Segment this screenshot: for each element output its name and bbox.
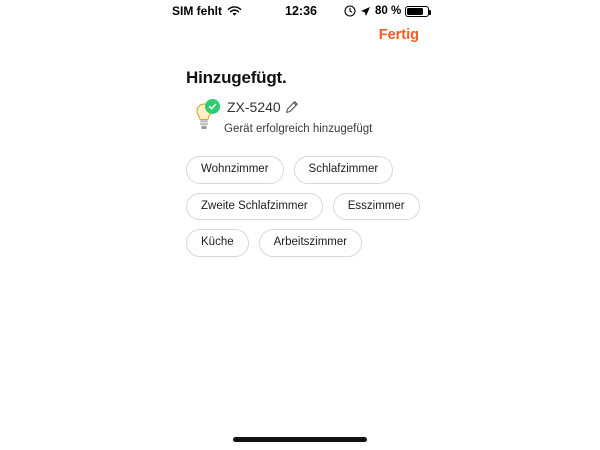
done-button[interactable]: Fertig [378,27,419,43]
battery-percent-label: 80 % [375,5,402,17]
location-arrow-icon [360,6,371,17]
room-chip-kueche[interactable]: Küche [186,229,249,257]
navigation-bar [0,22,600,56]
carrier-label: SIM fehlt [172,4,222,18]
device-status-label: Gerät erfolgreich hinzugefügt [224,123,373,135]
battery-icon [405,6,429,17]
status-bar [0,0,600,22]
room-chip-arbeitszimmer[interactable]: Arbeitszimmer [259,229,362,257]
room-chip-schlafzimmer[interactable]: Schlafzimmer [294,156,394,184]
alarm-clock-icon [344,5,356,17]
room-row [186,193,446,221]
room-chip-esszimmer[interactable]: Esszimmer [333,193,420,221]
room-row [186,229,446,257]
room-selection-list [186,156,446,266]
wifi-icon [227,6,242,17]
room-chip-wohnzimmer[interactable]: Wohnzimmer [186,156,284,184]
pencil-icon[interactable] [285,100,299,114]
check-circle-icon [205,99,220,114]
room-row [186,156,446,184]
room-chip-zweite-schlafzimmer[interactable]: Zweite Schlafzimmer [186,193,323,221]
status-bar-right [344,5,429,17]
status-bar-left [172,4,242,18]
device-name-label: ZX-5240 [227,99,281,115]
device-card [186,99,414,149]
home-indicator[interactable] [233,437,367,442]
page-title: Hinzugefügt. [186,68,287,87]
clock-label: 12:36 [285,4,317,18]
